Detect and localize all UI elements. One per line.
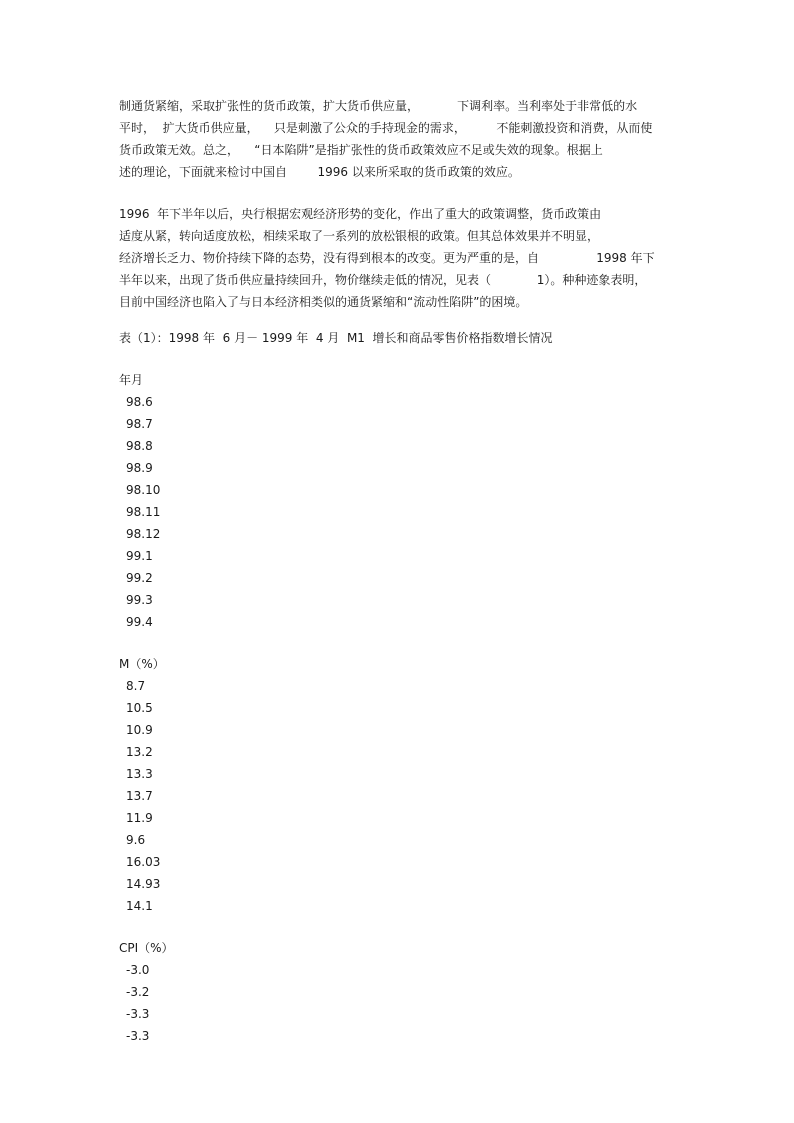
m1-value: 14.1 <box>126 899 153 913</box>
paragraph-2-line: 经济增长乏力、物价持续下降的态势，没有得到根本的改变。更为严重的是，自 1998 年下 <box>119 251 655 265</box>
month-value: 99.1 <box>126 549 153 563</box>
month-value: 98.8 <box>126 439 153 453</box>
m1-value: 13.7 <box>126 789 153 803</box>
month-value: 98.9 <box>126 461 153 475</box>
m1-value: 8.7 <box>126 679 146 693</box>
paragraph-2-line: 半年以来，出现了货币供应量持续回升，物价继续走低的情况，见表（ 1）。种种迹象表明， <box>119 273 647 287</box>
m1-value: 9.6 <box>126 833 146 847</box>
m1-value: 13.3 <box>126 767 153 781</box>
m1-value: 11.9 <box>126 811 153 825</box>
paragraph-2-line: 适度从紧，转向适度放松，相续采取了一系列的放松银根的政策。但其总体效果并不明显， <box>119 229 600 243</box>
paragraph-2-line: 1996 年下半年以后，央行根据宏观经济形势的变化，作出了重大的政策调整，货币政策由 <box>119 207 602 221</box>
cpi-value: -3.3 <box>126 1029 150 1043</box>
month-value: 99.2 <box>126 571 153 585</box>
m1-header: M（%） <box>119 657 165 671</box>
paragraph-2-line: 目前中国经济也陷入了与日本经济相类似的通货紧缩和“流动性陷阱”的困境。 <box>119 295 528 309</box>
months-header: 年月 <box>119 373 144 387</box>
m1-value: 10.9 <box>126 723 153 737</box>
cpi-value: -3.3 <box>126 1007 150 1021</box>
paragraph-1-line: 平时， 扩大货币供应量， 只是刺激了公众的手持现金的需求， 不能刺激投资和消费，从而使 <box>119 121 653 135</box>
month-value: 98.12 <box>126 527 161 541</box>
cpi-header: CPI（%） <box>119 941 174 955</box>
cpi-value: -3.0 <box>126 963 150 977</box>
month-value: 98.6 <box>126 395 153 409</box>
month-value: 98.10 <box>126 483 161 497</box>
paragraph-1-line: 制通货紧缩，采取扩张性的货币政策，扩大货币供应量， 下调利率。当利率处于非常低的水 <box>119 99 638 113</box>
cpi-value: -3.2 <box>126 985 150 999</box>
month-value: 98.11 <box>126 505 161 519</box>
month-value: 99.4 <box>126 615 153 629</box>
table-caption: 表（1）：1998 年 6 月－ 1999 年 4 月 M1 增长和商品零售价格指数增长情况 <box>119 331 553 345</box>
month-value: 99.3 <box>126 593 153 607</box>
m1-value: 13.2 <box>126 745 153 759</box>
m1-value: 10.5 <box>126 701 153 715</box>
m1-value: 14.93 <box>126 877 161 891</box>
paragraph-1-line: 货币政策无效。总之， “日本陷阱”是指扩张性的货币政策效应不足或失效的现象。根据上 <box>119 143 603 157</box>
paragraph-1-line: 述的理论，下面就来检讨中国自 1996 以来所采取的货币政策的效应。 <box>119 165 520 179</box>
m1-value: 16.03 <box>126 855 161 869</box>
month-value: 98.7 <box>126 417 153 431</box>
